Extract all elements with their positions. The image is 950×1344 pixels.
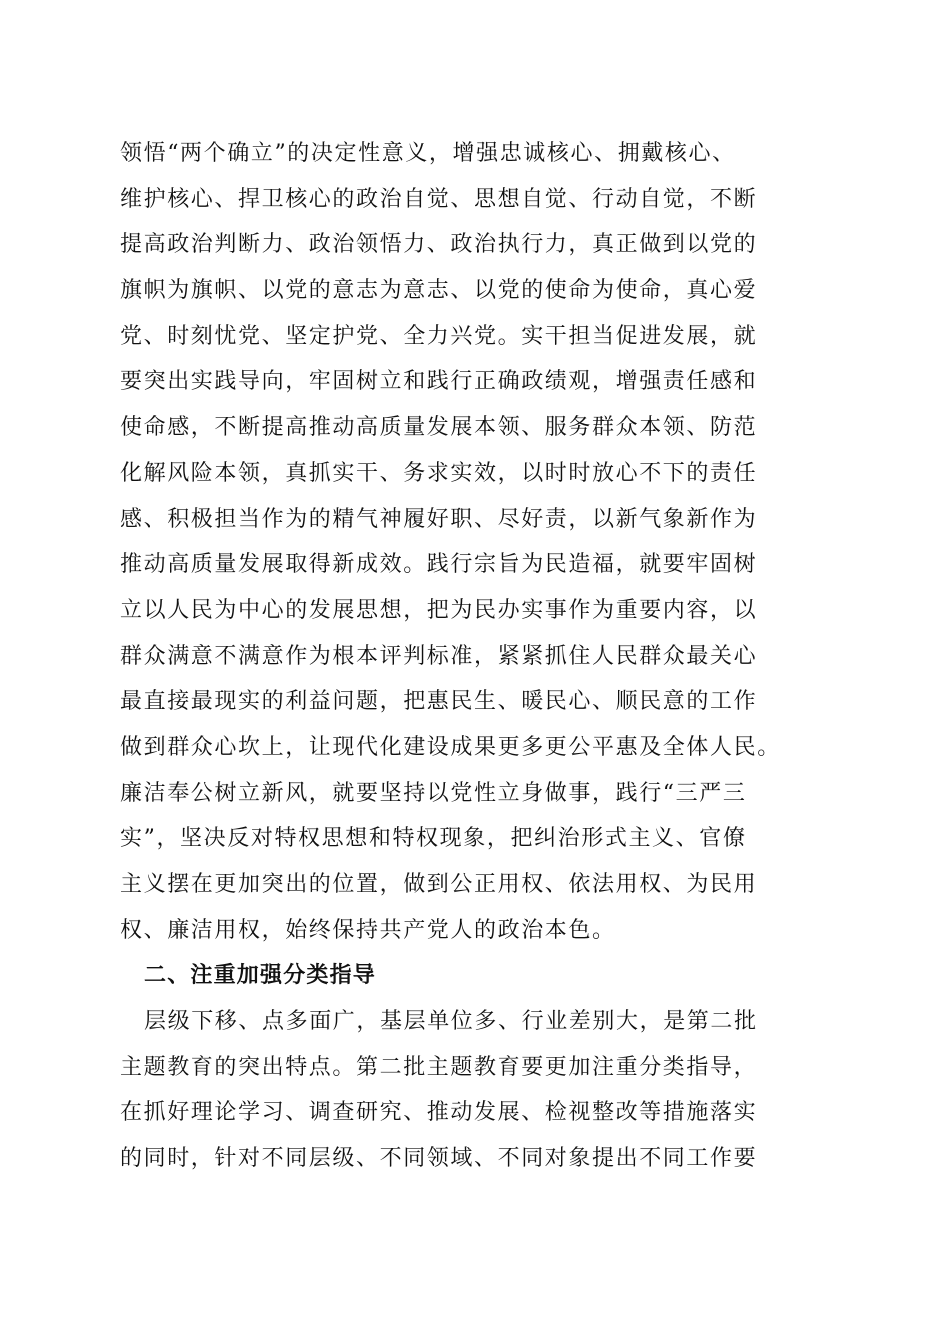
text-line: 做到群众心坎上，让现代化建设成果更多更公平惠及全体人民。 <box>120 734 781 760</box>
text-line: 在抓好理论学习、调查研究、推动发展、检视整改等措施落实 <box>120 1100 758 1126</box>
text-line: 主题教育的突出特点。第二批主题教育要更加注重分类指导， <box>120 1054 758 1080</box>
text-line: 党、时刻忧党、坚定护党、全力兴党。实干担当促进发展，就 <box>120 323 758 349</box>
paragraph-continued <box>120 131 830 953</box>
text-line: 的同时，针对不同层级、不同领域、不同对象提出不同工作要 <box>120 1146 758 1172</box>
text-line: 化解风险本领，真抓实干、务求实效，以时时放心不下的责任 <box>120 460 758 486</box>
text-line: 推动高质量发展取得新成效。践行宗旨为民造福，就要牢固树 <box>120 552 758 578</box>
paragraph-section-two <box>120 999 830 1182</box>
text-line: 层级下移、点多面广，基层单位多、行业差别大，是第二批 <box>144 1009 758 1035</box>
text-line: 提高政治判断力、政治领悟力、政治执行力，真正做到以党的 <box>120 232 758 258</box>
text-line: 使命感，不断提高推动高质量发展本领、服务群众本领、防范 <box>120 415 758 441</box>
text-line: 旗帜为旗帜、以党的意志为意志、以党的使命为使命，真心爱 <box>120 278 758 304</box>
text-line: 实”，坚决反对特权思想和特权现象，把纠治形式主义、官僚 <box>120 826 747 852</box>
text-line: 立以人民为中心的发展思想，把为民办实事作为重要内容，以 <box>120 597 758 623</box>
text-line: 权、廉洁用权，始终保持共产党人的政治本色。 <box>120 917 616 943</box>
text-line: 感、积极担当作为的精气神履好职、尽好责，以新气象新作为 <box>120 506 758 532</box>
text-line: 最直接最现实的利益问题，把惠民生、暖民心、顺民意的工作 <box>120 689 758 715</box>
text-line: 要突出实践导向，牢固树立和践行正确政绩观，增强责任感和 <box>120 369 758 395</box>
text-line: 群众满意不满意作为根本评判标准，紧紧抓住人民群众最关心 <box>120 643 758 669</box>
text-line: 领悟“两个确立”的决定性意义，增强忠诚核心、拥戴核心、 <box>120 141 736 166</box>
text-line: 主义摆在更加突出的位置，做到公正用权、依法用权、为民用 <box>120 872 758 897</box>
document-page <box>120 131 830 1182</box>
section-heading: 二、注重加强分类指导 <box>144 963 377 989</box>
text-line: 维护核心、捍卫核心的政治自觉、思想自觉、行动自觉，不断 <box>120 186 758 212</box>
text-line: 廉洁奉公树立新风，就要坚持以党性立身做事，践行“三严三 <box>120 780 747 806</box>
